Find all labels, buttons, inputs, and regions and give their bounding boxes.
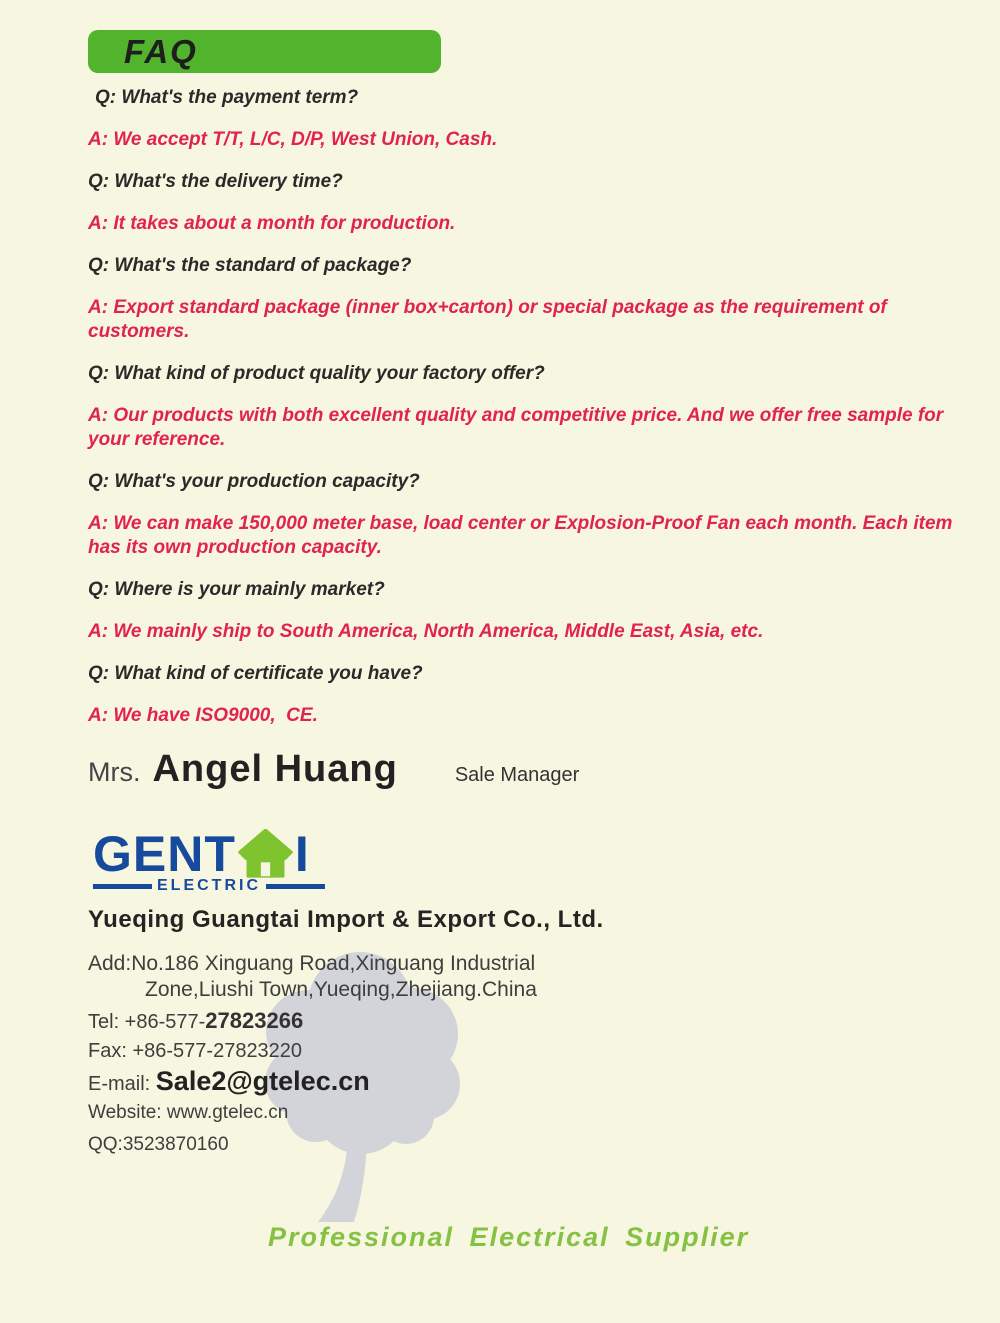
email-address: Sale2@gtelec.cn <box>155 1066 370 1096</box>
faq-question: Q: What's the standard of package? <box>88 255 412 276</box>
footer-tagline: Professional Electrical Supplier <box>268 1222 750 1252</box>
faq-banner-label: FAQ <box>124 32 198 70</box>
address-line-2: Zone,Liushi Town,Yueqing,Zhejiang.China <box>145 978 537 1001</box>
tel-label: Tel: +86-577- <box>88 1011 206 1033</box>
logo-wordmark <box>93 826 325 882</box>
logo-text-end: I <box>294 826 310 882</box>
logo-text-start: GENT <box>93 826 236 882</box>
faq-question: Q: What's the payment term? <box>95 87 359 108</box>
logo-right-rule <box>266 884 325 889</box>
tel-line <box>88 1008 303 1034</box>
signature-prefix: Mrs. <box>88 757 141 787</box>
faq-answer: A: We accept T/T, L/C, D/P, West Union, Cash. <box>88 129 498 150</box>
faq-question: Q: What kind of certificate you have? <box>88 663 423 684</box>
qq-line: QQ:3523870160 <box>88 1134 229 1155</box>
faq-answer: A: We have ISO9000, CE. <box>88 705 318 726</box>
address-line-1: Add:No.186 Xinguang Road,Xinguang Industrial <box>88 952 536 975</box>
logo-subtitle: ELECTRIC <box>157 877 261 894</box>
signature-title: Sale Manager <box>454 764 580 786</box>
signature-name: Angel Huang <box>152 748 398 790</box>
faq-question: Q: What's your production capacity? <box>88 471 420 492</box>
faq-answer: A: Our products with both excellent quality and competitive price. And we offer free sample for your reference. <box>88 405 949 450</box>
tel-number: 27823266 <box>205 1008 304 1033</box>
faq-answer: A: Export standard package (inner box+carton) or special package as the requirement of customers. <box>88 297 893 342</box>
email-line <box>88 1066 370 1097</box>
faq-question: Q: What's the delivery time? <box>88 171 343 192</box>
email-label: E-mail: <box>88 1073 156 1095</box>
faq-question: Q: What kind of product quality your factory offer? <box>88 363 545 384</box>
faq-question: Q: Where is your mainly market? <box>88 579 385 600</box>
faq-banner <box>88 30 441 73</box>
company-name: Yueqing Guangtai Import & Export Co., Ltd. <box>88 906 604 933</box>
logo-left-rule <box>93 884 152 889</box>
house-icon <box>237 829 294 879</box>
signature-line <box>88 748 579 791</box>
faq-answer: A: It takes about a month for production. <box>88 213 456 234</box>
faq-list <box>88 86 960 746</box>
fax-line: Fax: +86-577-27823220 <box>88 1040 303 1062</box>
website-line: Website: www.gtelec.cn <box>88 1102 289 1123</box>
faq-answer: A: We can make 150,000 meter base, load center or Explosion-Proof Fan each month. Each item has its own production capacity. <box>88 513 958 558</box>
company-logo <box>93 826 325 895</box>
faq-answer: A: We mainly ship to South America, North America, Middle East, Asia, etc. <box>88 621 764 642</box>
